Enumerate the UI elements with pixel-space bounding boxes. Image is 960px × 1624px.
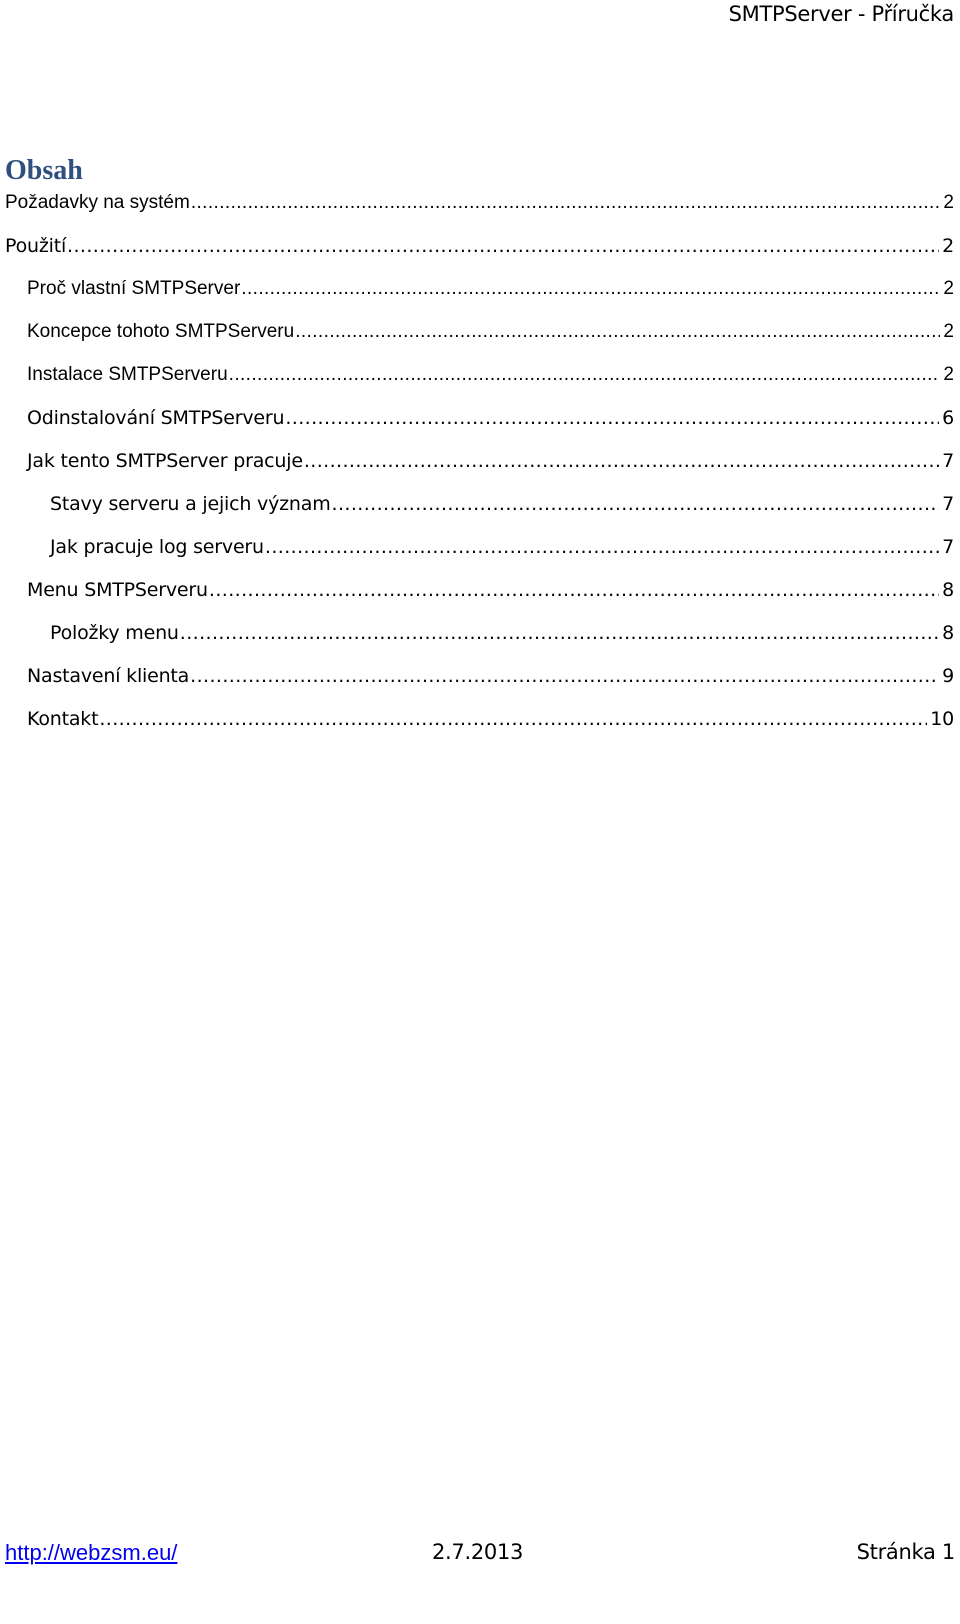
toc-dot-leader <box>295 320 940 344</box>
toc-entry-page: 7 <box>942 536 954 558</box>
toc-entry-page: 6 <box>942 407 954 429</box>
toc-entry-page: 7 <box>942 450 954 472</box>
toc-dot-leader <box>190 664 939 688</box>
toc-dot-leader <box>229 363 941 387</box>
toc-entry-page: 8 <box>942 579 954 601</box>
toc-entry-pozadavky[interactable] <box>0 191 954 234</box>
toc-dot-leader <box>304 449 939 473</box>
toc-entry-title: Instalace SMTPServeru <box>27 364 228 385</box>
toc-entry-title: Menu SMTPServeru <box>27 579 208 601</box>
toc-entry-title: Požadavky na systém <box>5 192 190 213</box>
page-footer <box>5 1540 955 1570</box>
toc-entry-title: Proč vlastní SMTPServer <box>27 278 241 299</box>
footer-page-number: Stránka 1 <box>856 1540 955 1564</box>
toc-entry-title: Stavy serveru a jejich význam <box>50 493 331 515</box>
toc-entry-title: Jak tento SMTPServer pracuje <box>27 450 303 472</box>
toc-entry-page: 2 <box>942 235 954 257</box>
footer-website-link[interactable]: http://webzsm.eu/ <box>5 1540 178 1565</box>
toc-entry-page: 7 <box>942 493 954 515</box>
toc-entry-odinstalovani[interactable] <box>0 406 954 449</box>
toc-entry-page: 10 <box>930 708 954 730</box>
footer-date: 2.7.2013 <box>432 1540 524 1564</box>
toc-dot-leader <box>265 535 939 559</box>
toc-entry-log-serveru[interactable] <box>0 535 954 578</box>
toc-entry-koncepce[interactable] <box>0 320 954 363</box>
toc-entry-title: Kontakt <box>27 708 99 730</box>
toc-entry-kontakt[interactable] <box>0 707 954 750</box>
toc-entry-polozky-menu[interactable] <box>0 621 954 664</box>
toc-entry-title: Položky menu <box>50 622 179 644</box>
toc-entry-title: Nastavení klienta <box>27 665 190 687</box>
toc-dot-leader <box>285 406 939 430</box>
toc-dot-leader <box>67 234 939 258</box>
toc-entry-pouziti[interactable] <box>0 234 954 277</box>
toc-entry-page: 2 <box>943 278 954 299</box>
toc-dot-leader <box>332 492 940 516</box>
toc-entry-title: Koncepce tohoto SMTPServeru <box>27 321 295 342</box>
toc-entry-page: 2 <box>943 321 954 342</box>
toc-entry-menu[interactable] <box>0 578 954 621</box>
toc-entry-proc-vlastni[interactable] <box>0 277 954 320</box>
toc-entry-instalace[interactable] <box>0 363 954 406</box>
toc-dot-leader <box>191 191 941 215</box>
toc-entry-nastaveni-klienta[interactable] <box>0 664 954 707</box>
toc-entry-page: 2 <box>943 364 954 385</box>
toc-dot-leader <box>241 277 940 301</box>
toc-dot-leader <box>209 578 939 602</box>
toc-heading: Obsah <box>5 155 83 186</box>
toc-entry-page: 2 <box>943 192 954 213</box>
toc-dot-leader <box>180 621 939 645</box>
toc-entry-stavy-serveru[interactable] <box>0 492 954 535</box>
page-header-title: SMTPServer - Příručka <box>728 2 954 26</box>
toc-entry-page: 9 <box>942 665 954 687</box>
toc-entry-jak-pracuje[interactable] <box>0 449 954 492</box>
toc-entry-title: Použití <box>5 235 67 257</box>
table-of-contents <box>0 191 954 750</box>
toc-entry-title: Odinstalování SMTPServeru <box>27 407 285 429</box>
toc-dot-leader <box>99 707 927 731</box>
toc-entry-title: Jak pracuje log serveru <box>50 536 264 558</box>
toc-entry-page: 8 <box>942 622 954 644</box>
